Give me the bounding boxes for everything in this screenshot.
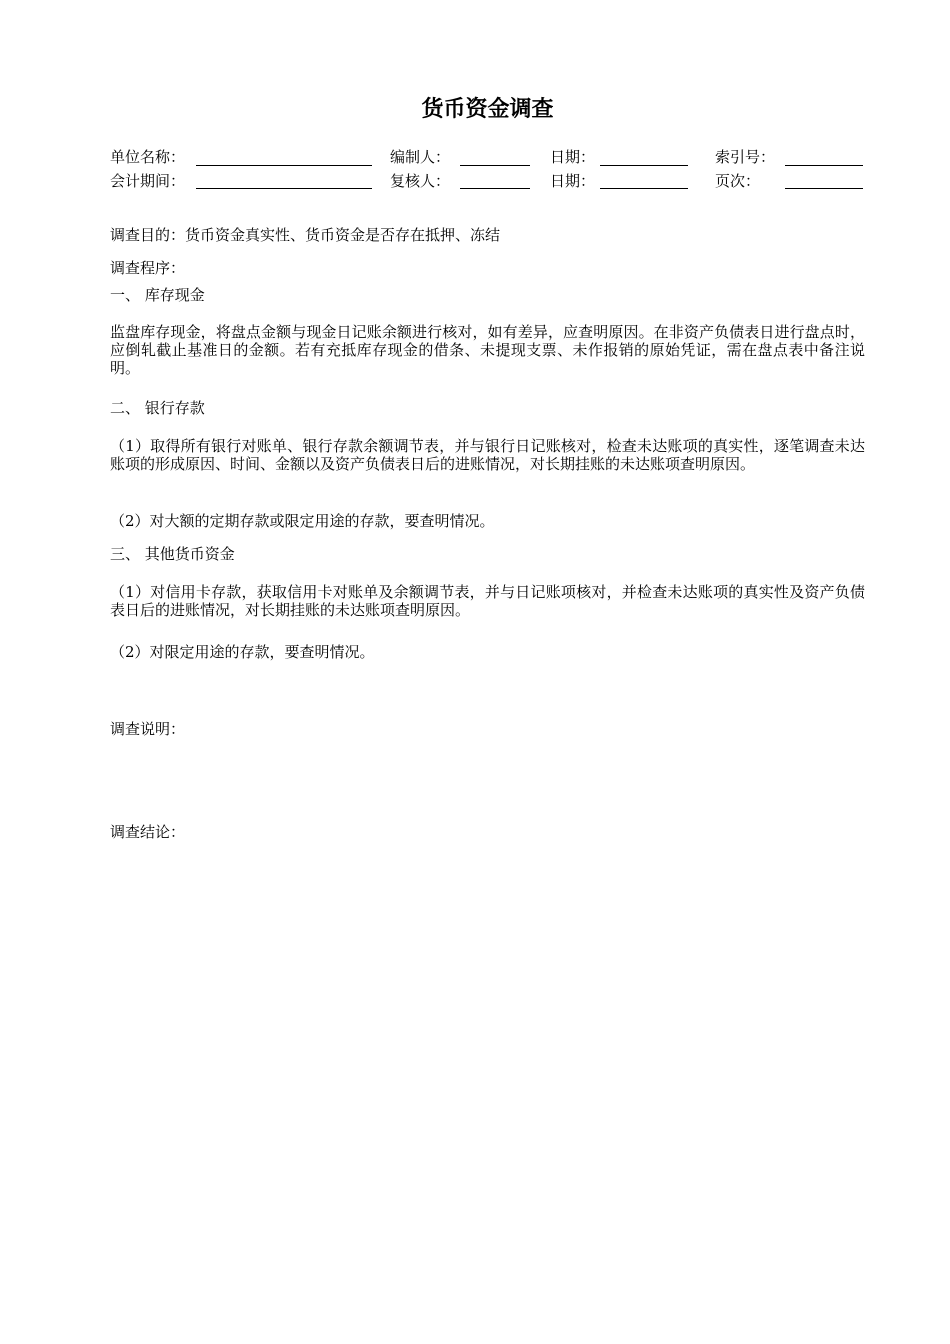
- date-field-2[interactable]: [600, 188, 688, 189]
- index-field[interactable]: [785, 165, 863, 166]
- reviewer-label: 复核人：: [390, 172, 451, 190]
- section-heading-bank: 二、 银行存款: [110, 399, 205, 417]
- conclusion-label: 调查结论：: [110, 823, 186, 841]
- section-paragraph: 监盘库存现金，将盘点金额与现金日记账余额进行核对，如有差异，应查明原因。在非资产负债表日进行盘点时，应倒轧截止基准日的金额。若有充抵库存现金的借条、未提现支票、未作报销的原始凭证，需在盘点表中备注说明。: [110, 323, 865, 377]
- preparer-field[interactable]: [460, 165, 530, 166]
- section-paragraph: （1）对信用卡存款，获取信用卡对账单及余额调节表，并与日记账项核对，并检查未达账项的真实性及资产负债表日后的进账情况，对长期挂账的未达账项查明原因。: [110, 583, 865, 619]
- section-heading-cash: 一、 库存现金: [110, 286, 205, 304]
- explanation-label: 调查说明：: [110, 720, 186, 738]
- reviewer-field[interactable]: [460, 188, 530, 189]
- date-field-1[interactable]: [600, 165, 688, 166]
- unit-name-label: 单位名称：: [110, 148, 186, 166]
- unit-name-field[interactable]: [196, 165, 372, 166]
- page-title: 货币资金调查: [421, 97, 554, 122]
- period-field[interactable]: [196, 188, 372, 189]
- section-paragraph: （2）对限定用途的存款，要查明情况。: [110, 643, 375, 661]
- date-label-1: 日期：: [550, 148, 596, 166]
- index-label: 索引号：: [715, 148, 776, 166]
- page-field[interactable]: [785, 188, 863, 189]
- procedure-label: 调查程序：: [110, 259, 186, 277]
- section-heading-other: 三、 其他货币资金: [110, 545, 235, 563]
- page-label: 页次：: [715, 172, 761, 190]
- purpose-text: 调查目的：货币资金真实性、货币资金是否存在抵押、冻结: [110, 226, 501, 244]
- section-paragraph: （2）对大额的定期存款或限定用途的存款，要查明情况。: [110, 512, 495, 530]
- section-paragraph: （1）取得所有银行对账单、银行存款余额调节表，并与银行日记账核对，检查未达账项的真实性，逐笔调查未达账项的形成原因、时间、金额以及资产负债表日后的进账情况，对长期挂账的未达账项查明原因。: [110, 437, 865, 473]
- date-label-2: 日期：: [550, 172, 596, 190]
- period-label: 会计期间：: [110, 172, 186, 190]
- preparer-label: 编制人：: [390, 148, 451, 166]
